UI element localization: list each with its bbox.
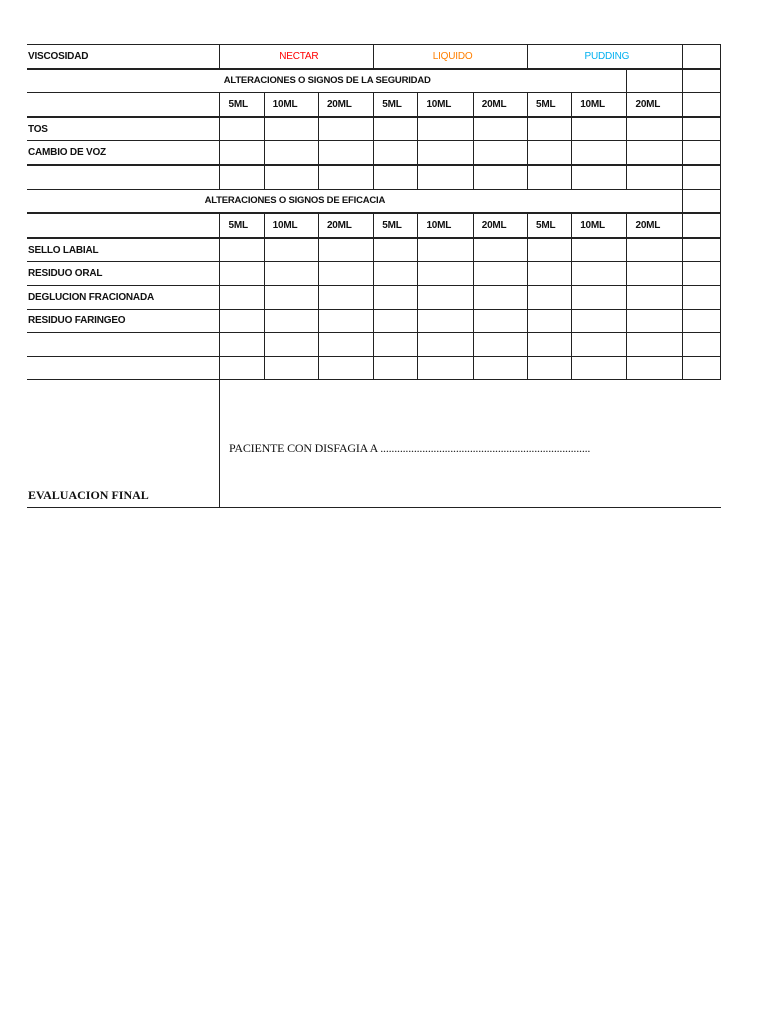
entry-cell[interactable] <box>418 141 473 165</box>
entry-cell[interactable] <box>264 141 318 165</box>
entry-cell[interactable] <box>418 262 473 286</box>
viscosity-pudding: PUDDING <box>527 45 682 69</box>
entry-cell[interactable] <box>572 141 627 165</box>
patient-dysphagia-line[interactable]: PACIENTE CON DISFAGIA A ........................................................................... <box>229 441 591 455</box>
column-divider <box>219 374 220 507</box>
empty-cell <box>682 165 720 189</box>
table-row <box>27 262 721 286</box>
row-label-blank <box>27 165 220 189</box>
dose-header: 5ML <box>220 213 264 238</box>
entry-cell[interactable] <box>572 165 627 189</box>
table-row <box>27 141 721 165</box>
entry-cell[interactable] <box>572 285 627 309</box>
entry-cell[interactable] <box>418 333 473 357</box>
table-row <box>27 238 721 262</box>
dose-header: 20ML <box>627 213 682 238</box>
entry-cell[interactable] <box>527 141 571 165</box>
entry-cell[interactable] <box>527 309 571 333</box>
entry-cell[interactable] <box>527 262 571 286</box>
entry-cell[interactable] <box>264 238 318 262</box>
entry-cell[interactable] <box>572 333 627 357</box>
entry-cell[interactable] <box>627 165 682 189</box>
safety-dose-row <box>27 93 721 117</box>
entry-cell[interactable] <box>627 285 682 309</box>
entry-cell[interactable] <box>473 285 527 309</box>
entry-cell[interactable] <box>418 238 473 262</box>
entry-cell[interactable] <box>220 141 264 165</box>
entry-cell[interactable] <box>473 165 527 189</box>
entry-cell[interactable] <box>318 309 373 333</box>
entry-cell[interactable] <box>220 285 264 309</box>
dose-header: 5ML <box>220 93 264 117</box>
efficacy-section-title: ALTERACIONES O SIGNOS DE EFICACIA <box>27 189 682 213</box>
row-label-blank <box>27 333 220 357</box>
entry-cell[interactable] <box>473 333 527 357</box>
entry-cell[interactable] <box>527 285 571 309</box>
table-row <box>27 117 721 141</box>
dose-header: 10ML <box>418 93 473 117</box>
row-label-cambio-de-voz: CAMBIO DE VOZ <box>27 141 220 165</box>
entry-cell[interactable] <box>418 309 473 333</box>
entry-cell[interactable] <box>264 117 318 141</box>
entry-cell[interactable] <box>220 117 264 141</box>
entry-cell[interactable] <box>572 238 627 262</box>
entry-cell[interactable] <box>374 262 418 286</box>
dose-header: 10ML <box>572 93 627 117</box>
empty-cell <box>682 262 720 286</box>
table-row <box>27 165 721 189</box>
dose-header: 10ML <box>418 213 473 238</box>
table-row <box>27 285 721 309</box>
entry-cell[interactable] <box>264 333 318 357</box>
dose-header: 20ML <box>318 93 373 117</box>
empty-cell <box>682 213 720 238</box>
final-evaluation-block <box>27 374 721 508</box>
entry-cell[interactable] <box>374 285 418 309</box>
entry-cell[interactable] <box>374 309 418 333</box>
safety-section-title: ALTERACIONES O SIGNOS DE LA SEGURIDAD <box>27 69 627 93</box>
entry-cell[interactable] <box>627 238 682 262</box>
entry-cell[interactable] <box>264 285 318 309</box>
entry-cell[interactable] <box>418 165 473 189</box>
table-row <box>27 333 721 357</box>
entry-cell[interactable] <box>473 238 527 262</box>
entry-cell[interactable] <box>374 141 418 165</box>
entry-cell[interactable] <box>473 141 527 165</box>
dose-header: 20ML <box>473 93 527 117</box>
table-row <box>27 309 721 333</box>
empty-cell <box>682 45 720 69</box>
entry-cell[interactable] <box>418 285 473 309</box>
entry-cell[interactable] <box>627 309 682 333</box>
dose-header: 5ML <box>374 213 418 238</box>
dose-header: 20ML <box>473 213 527 238</box>
empty-cell <box>27 213 220 238</box>
entry-cell[interactable] <box>527 238 571 262</box>
entry-cell[interactable] <box>220 309 264 333</box>
row-label-residuo-faringeo: RESIDUO FARINGEO <box>27 309 220 333</box>
entry-cell[interactable] <box>572 117 627 141</box>
viscosity-row <box>27 45 721 69</box>
dose-header: 5ML <box>527 213 571 238</box>
row-label-sello-labial: SELLO LABIAL <box>27 238 220 262</box>
empty-cell <box>27 93 220 117</box>
entry-cell[interactable] <box>374 117 418 141</box>
entry-cell[interactable] <box>318 141 373 165</box>
dose-header: 5ML <box>374 93 418 117</box>
entry-cell[interactable] <box>318 262 373 286</box>
efficacy-title-row <box>27 189 721 213</box>
entry-cell[interactable] <box>473 309 527 333</box>
entry-cell[interactable] <box>527 165 571 189</box>
efficacy-dose-row <box>27 213 721 238</box>
entry-cell[interactable] <box>318 117 373 141</box>
entry-cell[interactable] <box>627 333 682 357</box>
entry-cell[interactable] <box>374 238 418 262</box>
entry-cell[interactable] <box>627 117 682 141</box>
empty-cell <box>682 69 720 93</box>
empty-cell <box>682 189 720 213</box>
entry-cell[interactable] <box>264 262 318 286</box>
safety-title-row <box>27 69 721 93</box>
entry-cell[interactable] <box>527 333 571 357</box>
entry-cell[interactable] <box>318 285 373 309</box>
entry-cell[interactable] <box>374 165 418 189</box>
entry-cell[interactable] <box>264 309 318 333</box>
dose-header: 10ML <box>264 213 318 238</box>
entry-cell[interactable] <box>473 262 527 286</box>
entry-cell[interactable] <box>627 141 682 165</box>
entry-cell[interactable] <box>527 117 571 141</box>
row-label-deglucion-fracionada: DEGLUCION FRACIONADA <box>27 285 220 309</box>
dose-header: 10ML <box>572 213 627 238</box>
swallow-evaluation-table <box>27 44 721 380</box>
entry-cell[interactable] <box>220 262 264 286</box>
viscosity-nectar: NECTAR <box>220 45 374 69</box>
entry-cell[interactable] <box>264 165 318 189</box>
final-evaluation-label: EVALUACION FINAL <box>28 488 149 502</box>
entry-cell[interactable] <box>318 238 373 262</box>
empty-cell <box>682 238 720 262</box>
dose-header: 5ML <box>527 93 571 117</box>
entry-cell[interactable] <box>572 309 627 333</box>
empty-cell <box>682 93 720 117</box>
empty-cell <box>682 117 720 141</box>
viscosity-label: VISCOSIDAD <box>27 45 220 69</box>
empty-cell <box>682 333 720 357</box>
viscosity-liquido: LIQUIDO <box>374 45 528 69</box>
entry-cell[interactable] <box>318 333 373 357</box>
dose-header: 20ML <box>318 213 373 238</box>
empty-cell <box>682 309 720 333</box>
entry-cell[interactable] <box>220 165 264 189</box>
entry-cell[interactable] <box>220 238 264 262</box>
dose-header: 20ML <box>627 93 682 117</box>
empty-cell <box>627 69 682 93</box>
row-label-residuo-oral: RESIDUO ORAL <box>27 262 220 286</box>
entry-cell[interactable] <box>318 165 373 189</box>
row-label-tos: TOS <box>27 117 220 141</box>
empty-cell <box>682 141 720 165</box>
empty-cell <box>682 285 720 309</box>
dose-header: 10ML <box>264 93 318 117</box>
entry-cell[interactable] <box>418 117 473 141</box>
entry-cell[interactable] <box>374 333 418 357</box>
entry-cell[interactable] <box>627 262 682 286</box>
entry-cell[interactable] <box>572 262 627 286</box>
entry-cell[interactable] <box>220 333 264 357</box>
entry-cell[interactable] <box>473 117 527 141</box>
